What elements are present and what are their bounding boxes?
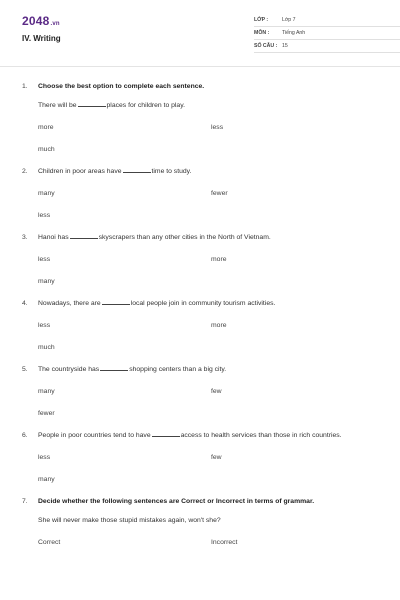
answer-option[interactable]: much xyxy=(38,146,55,153)
question-instruction: Choose the best option to complete each sentence. xyxy=(38,83,205,90)
answer-option[interactable]: many xyxy=(38,278,55,285)
question-3 xyxy=(22,233,384,299)
question-number: 1. xyxy=(22,83,28,90)
sentence-before: Children in poor areas have xyxy=(38,168,122,175)
sentence-after: skyscrapers than any other cities in the North of Vietnam. xyxy=(98,234,271,241)
question-number: 2. xyxy=(22,168,28,175)
answer-option[interactable]: more xyxy=(38,124,54,131)
question-number: 6. xyxy=(22,432,28,439)
answer-option[interactable]: more xyxy=(211,256,227,263)
header-divider xyxy=(0,66,400,67)
sentence-after: access to health services than those in rich countries. xyxy=(180,432,342,439)
answer-option[interactable]: Correct xyxy=(38,539,61,546)
sentence-before: There will be xyxy=(38,102,77,109)
question-body xyxy=(22,387,384,431)
sentence-after: shopping centers than a big city. xyxy=(129,366,227,373)
section-title: IV. Writing xyxy=(22,34,61,43)
answer-option[interactable]: many xyxy=(38,388,55,395)
answer-option[interactable]: more xyxy=(211,322,227,329)
meta-value: Lớp 7 xyxy=(282,17,296,23)
question-header xyxy=(22,167,384,176)
question-7 xyxy=(22,497,384,560)
meta-row-class xyxy=(254,14,400,27)
answer-option[interactable]: few xyxy=(211,454,222,461)
answer-option[interactable]: less xyxy=(38,454,51,461)
answer-options xyxy=(38,123,384,167)
question-number: 4. xyxy=(22,300,28,307)
question-body xyxy=(22,255,384,299)
sentence-after: places for children to play. xyxy=(106,102,185,109)
question-6 xyxy=(22,431,384,497)
answer-option[interactable]: many xyxy=(38,190,55,197)
logo-suffix: .vn xyxy=(50,21,60,27)
answer-blank xyxy=(123,172,151,173)
question-header xyxy=(22,299,384,308)
question-number: 3. xyxy=(22,234,28,241)
question-sentence xyxy=(38,167,384,176)
answer-blank xyxy=(152,436,180,437)
sentence-before: Hanoi has xyxy=(38,234,69,241)
answer-option[interactable]: many xyxy=(38,476,55,483)
question-sentence xyxy=(38,431,384,440)
question-header xyxy=(22,431,384,440)
answer-option[interactable]: fewer xyxy=(38,410,55,417)
question-body xyxy=(22,189,384,233)
question-body xyxy=(22,453,384,497)
meta-info xyxy=(254,14,400,53)
meta-value: 15 xyxy=(282,43,288,49)
sentence-before: The countryside has xyxy=(38,366,100,373)
answer-option[interactable]: much xyxy=(38,344,55,351)
answer-blank xyxy=(100,370,128,371)
question-4 xyxy=(22,299,384,365)
answer-options xyxy=(38,387,384,431)
sentence-before: People in poor countries tend to have xyxy=(38,432,151,439)
header xyxy=(22,10,384,62)
sentence-after: local people join in community tourism activities. xyxy=(130,300,276,307)
meta-label: SỐ CÂU : xyxy=(254,43,278,49)
question-body xyxy=(22,101,384,167)
answer-option[interactable]: Incorrect xyxy=(211,539,238,546)
question-sentence xyxy=(38,101,384,110)
question-1 xyxy=(22,82,384,167)
question-sentence xyxy=(38,233,384,242)
question-5 xyxy=(22,365,384,431)
question-sentence xyxy=(38,365,384,374)
answer-options xyxy=(38,255,384,299)
meta-value: Tiếng Anh xyxy=(282,30,306,36)
question-sentence: She will never make those stupid mistakes again, won't she? xyxy=(38,517,221,524)
question-2 xyxy=(22,167,384,233)
answer-options xyxy=(38,453,384,497)
question-sentence xyxy=(38,299,384,308)
question-body xyxy=(22,321,384,365)
answer-options xyxy=(38,321,384,365)
question-header xyxy=(22,233,384,242)
question-number: 7. xyxy=(22,498,28,505)
question-number: 5. xyxy=(22,366,28,373)
answer-blank xyxy=(78,106,106,107)
site-logo[interactable] xyxy=(22,14,60,28)
sentence-after: time to study. xyxy=(151,168,192,175)
meta-row-subject xyxy=(254,27,400,40)
question-list xyxy=(22,82,384,560)
meta-label: MÔN : xyxy=(254,30,270,36)
question-header xyxy=(22,82,384,91)
answer-option[interactable]: few xyxy=(211,388,222,395)
question-header xyxy=(22,365,384,374)
answer-option[interactable]: less xyxy=(211,124,224,131)
answer-options xyxy=(38,538,384,560)
answer-option[interactable]: less xyxy=(38,256,51,263)
answer-option[interactable]: less xyxy=(38,212,51,219)
meta-label: LỚP : xyxy=(254,17,269,23)
answer-option[interactable]: less xyxy=(38,322,51,329)
meta-row-count xyxy=(254,40,400,53)
logo-text: 2048 xyxy=(22,14,50,28)
question-instruction: Decide whether the following sentences are Correct or Incorrect in terms of grammar. xyxy=(38,498,315,505)
answer-blank xyxy=(70,238,98,239)
question-header xyxy=(22,497,384,506)
question-body xyxy=(22,516,384,560)
answer-options xyxy=(38,189,384,233)
answer-option[interactable]: fewer xyxy=(211,190,228,197)
answer-blank xyxy=(102,304,130,305)
sentence-before: Nowadays, there are xyxy=(38,300,101,307)
